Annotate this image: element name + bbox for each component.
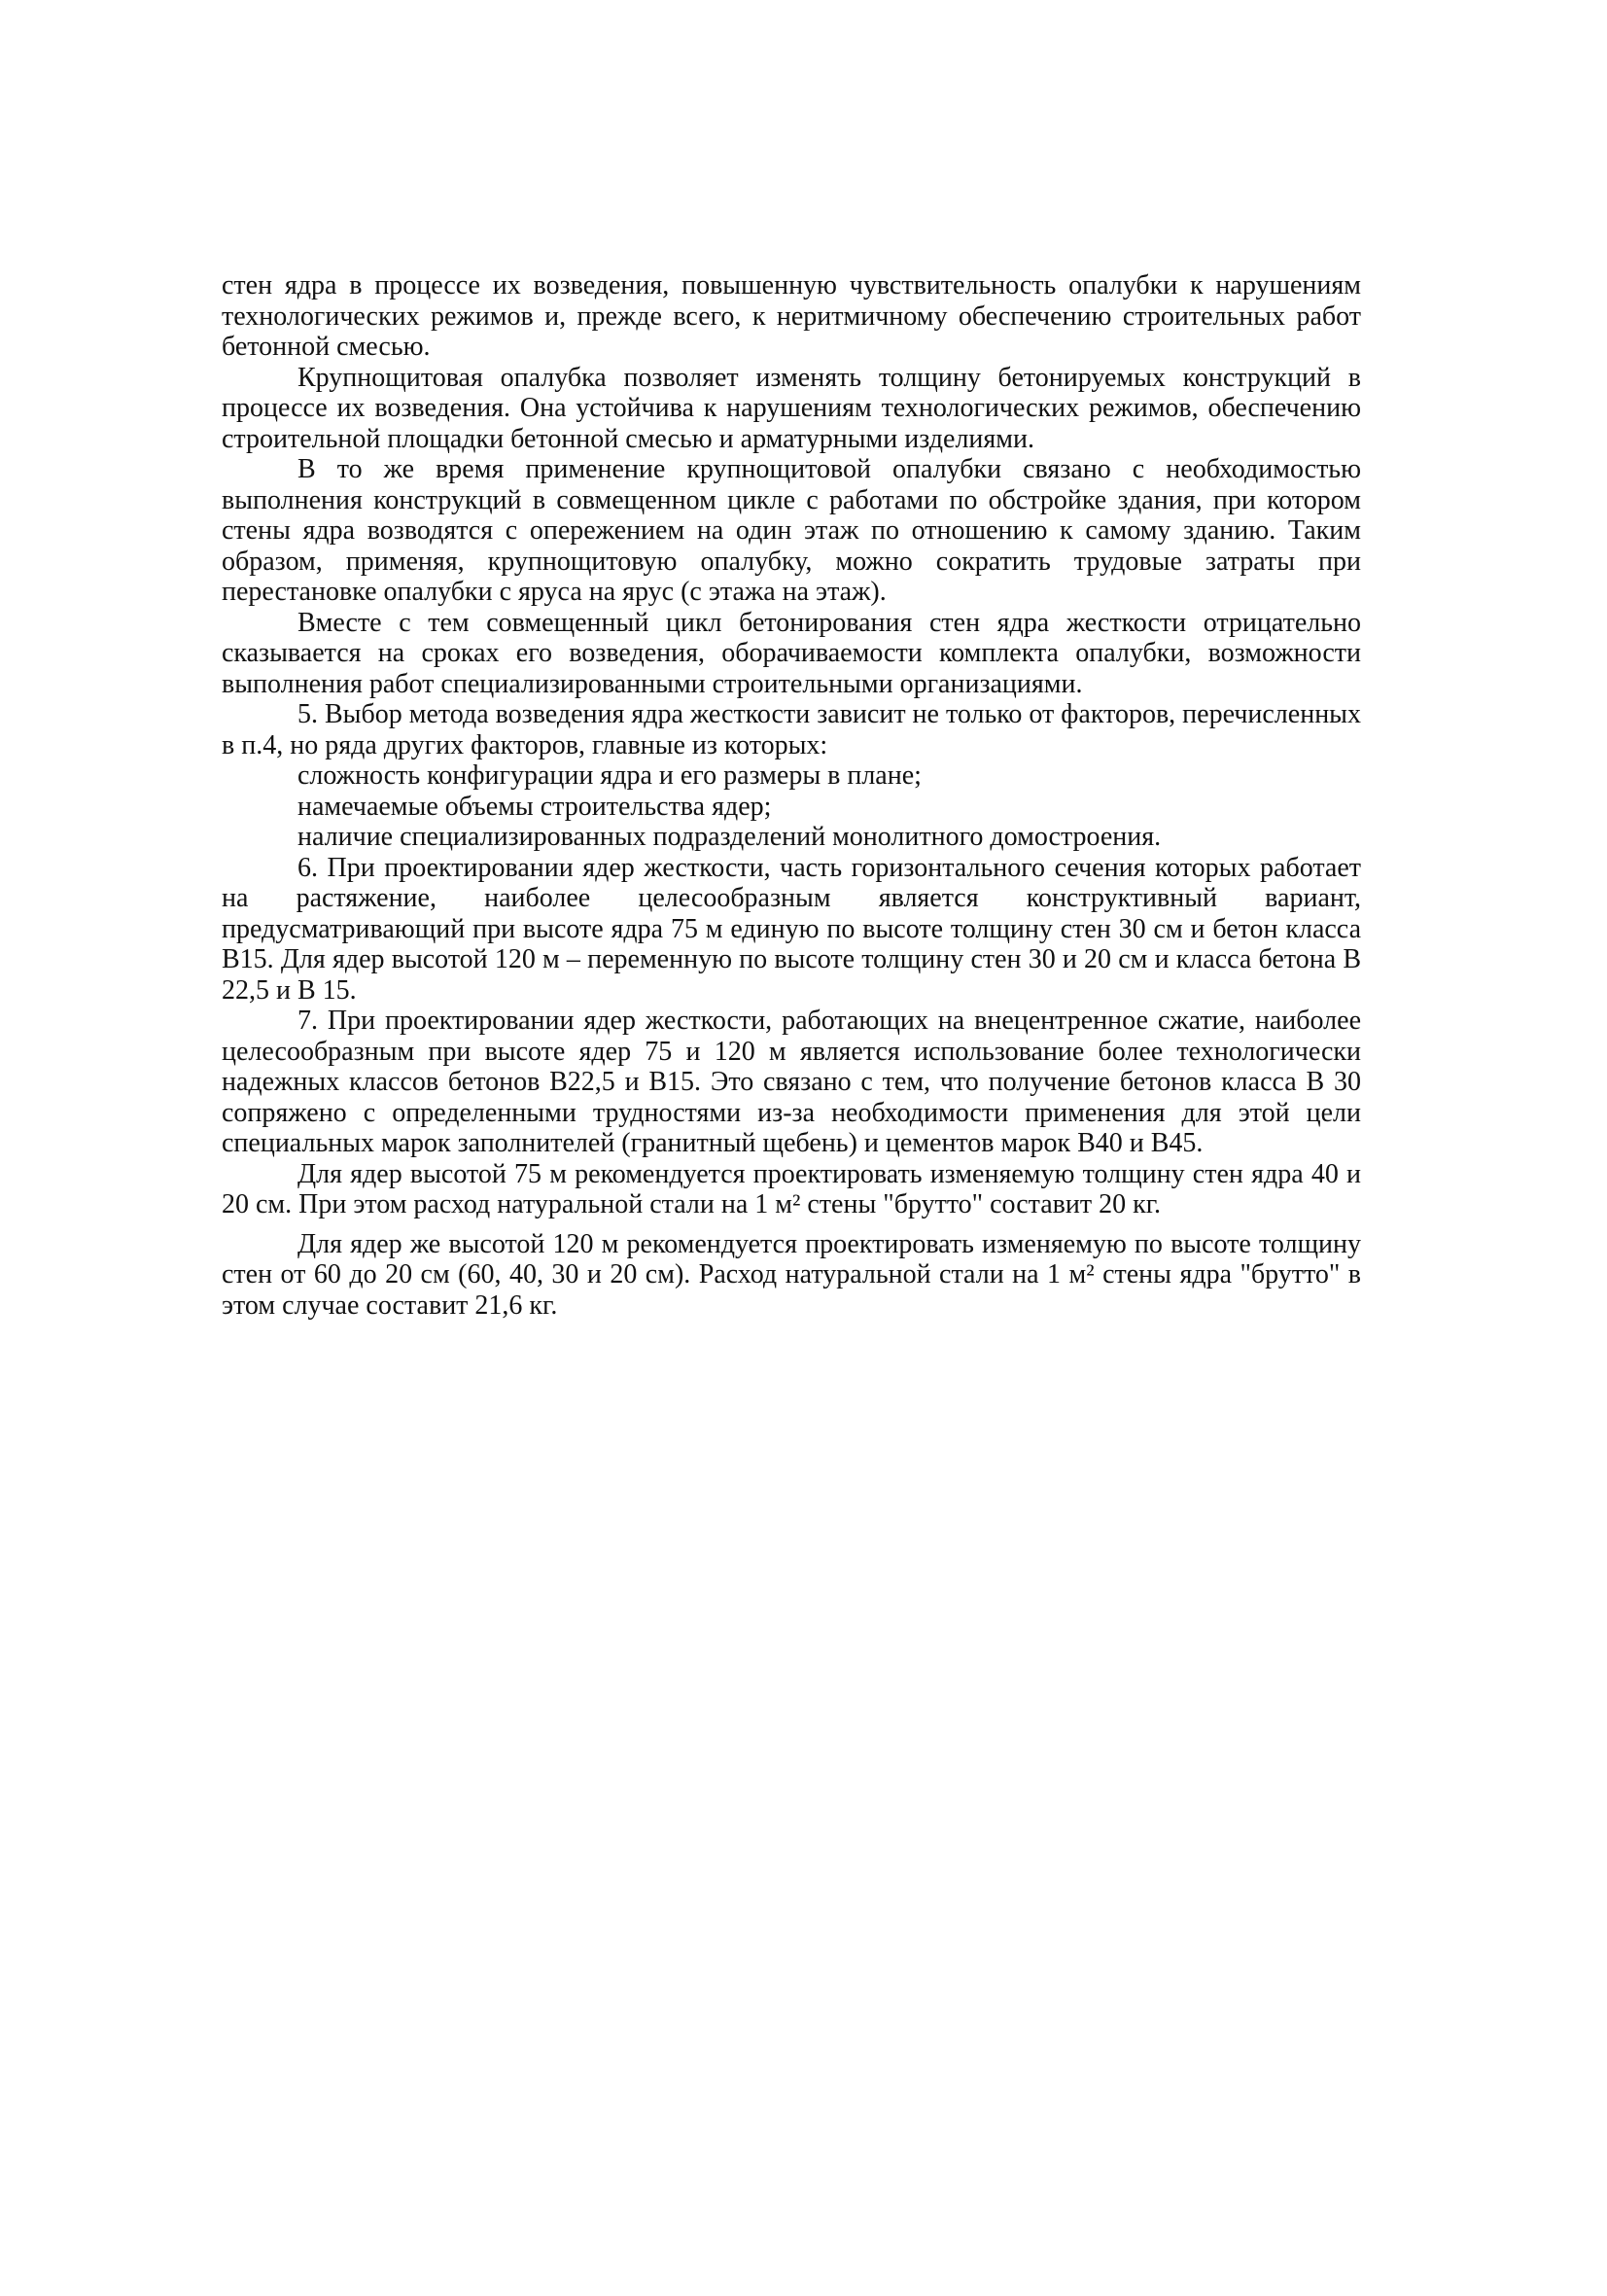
paragraph-continuation: стен ядра в процессе их возведения, повышенную чувствительность опалубки к нарушениям технологических режимов и, прежде всего, к неритмичному обеспечению строительных работ бетонной смесью. [222, 270, 1361, 362]
paragraph-item-6: 6. При проектировании ядер жесткости, часть горизонтального сечения которых работает на растяжение, наиболее целесообразным является конструктивный вариант, предусматривающий при высоте ядра 75 м единую по высоте толщину стен 30 см и бетон класса В15. Для ядер высотой 120 м – переменную по высоте толщину стен 30 и 20 см и класса бетона В 22,5 и В 15. [222, 852, 1361, 1006]
paragraph-large-panel-formwork: Крупнощитовая опалубка позволяет изменять толщину бетонируемых конструкций в процессе их возведения. Она устойчива к нарушениям технологических режимов, обеспечению строительной площадки бетонной смесью и арматурными изделиями. [222, 362, 1361, 454]
list-item-configuration: сложность конфигурации ядра и его размеры в плане; [297, 760, 922, 791]
document-body [222, 270, 1361, 1321]
paragraph-combined-cycle: В то же время применение крупнощитовой опалубки связано с необходимостью выполнения конструкций в совмещенном цикле с работами по обстройке здания, при котором стены ядра возводятся с опережением на один этаж по отношению к самому зданию. Таким образом, применяя, крупнощитовую опалубку, можно сократить трудовые затраты при перестановке опалубки с яруса на ярус (с этажа на этаж). [222, 454, 1361, 607]
paragraph-item-5: 5. Выбор метода возведения ядра жесткости зависит не только от факторов, перечисленных в п.4, но ряда других факторов, главные из которых: [222, 699, 1361, 760]
list-item-volumes: намечаемые объемы строительства ядер; [297, 791, 772, 822]
paragraph-item-7: 7. При проектировании ядер жесткости, работающих на внецентренное сжатие, наиболее целесообразным при высоте ядер 75 и 120 м является использование более технологически надежных классов бетонов В22,5 и В15. Это связано с тем, что получение бетонов класса В 30 сопряжено с определенными трудностями из-за необходимости применения для этой цели специальных марок заполнителей (гранитный щебень) и цементов марок В40 и В45. [222, 1006, 1361, 1158]
paragraph-120m-cores: Для ядер же высотой 120 м рекомендуется проектировать изменяемую по высоте толщину стен от 60 до 20 см (60, 40, 30 и 20 см). Расход натуральной стали на 1 м² стены ядра "брутто" в этом случае составит 21,6 кг. [222, 1228, 1361, 1321]
list-item-subdivisions: наличие специализированных подразделений монолитного домостроения. [297, 822, 1162, 852]
paragraph-combined-cycle-drawbacks: Вместе с тем совмещенный цикл бетонирования стен ядра жесткости отрицательно сказывается на сроках его возведения, оборачиваемости комплекта опалубки, возможности выполнения работ специализированными строительными организациями. [222, 607, 1361, 699]
paragraph-75m-cores: Для ядер высотой 75 м рекомендуется проектировать изменяемую толщину стен ядра 40 и 20 см. При этом расход натуральной стали на 1 м² стены "брутто" составит 20 кг. [222, 1158, 1361, 1219]
